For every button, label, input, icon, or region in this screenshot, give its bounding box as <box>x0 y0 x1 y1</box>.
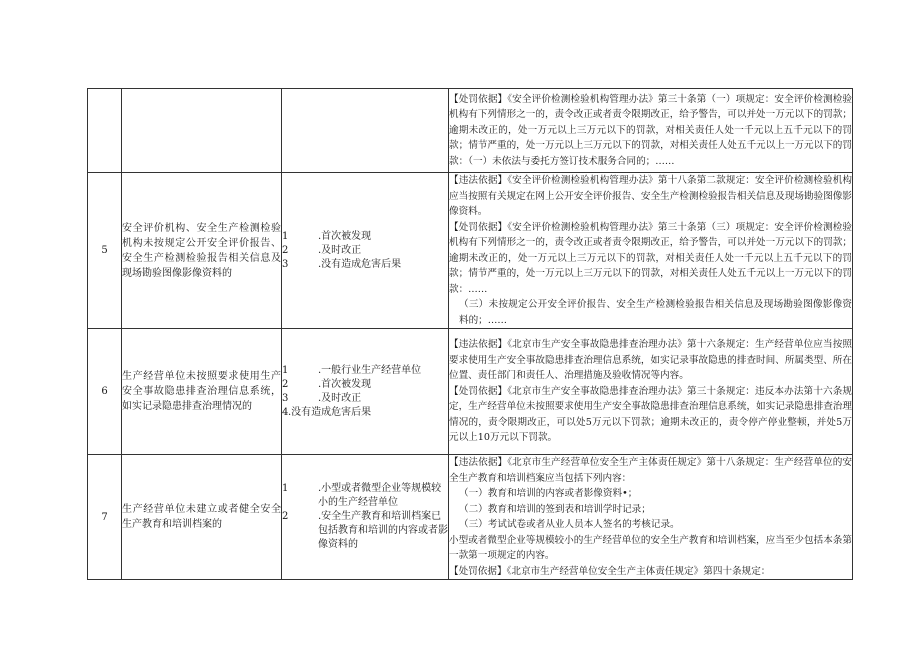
legal-basis <box>449 89 853 173</box>
table-row <box>88 173 853 329</box>
situation-item: 3 .没有造成危害后果 <box>282 258 402 270</box>
mitigating-situations <box>282 89 449 173</box>
situation-item: 2 .首次被发现 <box>282 378 372 390</box>
mitigating-situations <box>282 173 449 329</box>
table-row <box>88 455 853 580</box>
basis-paragraph: 小型或者微型企业等规模较小的生产经营单位的安全生产教育和培训档案，应当至少包括本条第一款第一项规定的内容。 <box>449 534 852 561</box>
violation-description: 生产经营单位未建立或者健全安全生产教育和培训档案的 <box>122 455 282 580</box>
legal-basis <box>449 329 853 455</box>
situation-item: 1 .首次被发现 <box>282 230 372 242</box>
basis-paragraph: 【违法依据】《北京市生产经营单位安全生产主体责任规定》第十八条规定：生产经营单位的安全生产教育和培训档案应当包括下列内容： <box>449 457 852 484</box>
basis-paragraph: （一）教育和培训的内容或者影像资料•； <box>459 488 638 499</box>
row-number: 5 <box>88 173 122 329</box>
situation-item: 4 .没有造成危害后果 <box>282 406 372 418</box>
situation-item: 1 .一般行业生产经营单位 <box>282 364 422 376</box>
table-row <box>88 89 853 173</box>
situation-item: 1 .小型或者微型企业等规模较小的生产经营单位 <box>282 483 442 508</box>
basis-paragraph: 【处罚依据】《北京市生产安全事故隐患排查治理办法》第三十条规定：违反本办法第十六条规定，生产经营单位未按照要求使用生产安全事故隐患排查治理信息系统，如实记录隐患排查治理情况的，责令限期改正，可以处5万元以下罚款；逾期未改正的，责令停产停业整顿，并处5万元以上10万元以下罚款。 <box>449 385 852 444</box>
basis-paragraph: （三）考试试卷或者从业人员本人签名的考核记录。 <box>459 519 680 530</box>
violation-description: 安全评价机构、安全生产检测检验机构未按规定公开安全评价报告、安全生产检测检验报告相关信息及现场勘验图像影像资料的 <box>122 173 282 329</box>
legal-basis <box>449 455 853 580</box>
row-number: 7 <box>88 455 122 580</box>
basis-paragraph: 【处罚依据】《安全评价检测检验机构管理办法》第三十条第（三）项规定：安全评价检测检验机构有下列情形之一的，责令改正或者责令限期改正，给予警告，可以并处一万元以下的罚款；逾期未改正的，处一万元以上三万元以下的罚款，对相关责任人处一千元以上五千元以下的罚款；情节严重的，处一万元以上三万元以下的罚款，对相关责任人处五千元以上一万元以下的罚款：…… <box>449 221 852 295</box>
mitigating-situations <box>282 455 449 580</box>
situation-item: 2 .及时改正 <box>282 244 362 256</box>
basis-paragraph: （三）未按规定公开安全评价报告、安全生产检测检验报告相关信息及现场勘验图像影像资料的；…… <box>459 299 852 326</box>
basis-paragraph: 【处罚依据】《安全评价检测检验机构管理办法》第三十条第（一）项规定：安全评价检测检验机构有下列情形之一的，责令改正或者责令限期改正，给予警告，可以并处一万元以下的罚款；逾期未改正的，处一万元以上三万元以下的罚款，对相关责任人处一千元以上五千元以下的罚款；情节严重的，处一万元以上三万元以下的罚款，对相关责任人处五千元以上一万元以下的罚款：（一）未依法与委托方签订技术服务合同的；…… <box>449 93 852 167</box>
mitigating-situations <box>282 329 449 455</box>
table-row <box>88 329 853 455</box>
basis-paragraph: （二）教育和培训的签到表和培训学时记录； <box>459 503 651 515</box>
violation-description <box>122 89 282 173</box>
violation-description: 生产经营单位未按照要求使用生产安全事故隐患排查治理信息系统，如实记录隐患排查治理情况的 <box>122 329 282 455</box>
basis-paragraph: 【违法依据】《北京市生产安全事故隐患排查治理办法》第十六条规定：生产经营单位应当按照要求使用生产安全事故隐患排查治理信息系统，如实记录事故隐患的排查时间、所属类型、所在位置、责任部门和责任人、治理措施及验收情况等内容。 <box>449 339 852 382</box>
row-number <box>88 89 122 173</box>
situation-item: 3 .及时改正 <box>282 392 362 404</box>
penalty-table <box>87 88 853 580</box>
basis-paragraph: 【处罚依据】《北京市生产经营单位安全生产主体责任规定》第四十条规定： <box>449 565 771 577</box>
basis-paragraph: 【违法依据】《安全评价检测检验机构管理办法》第十八条第二款规定：安全评价检测检验机构应当按照有关规定在网上公开安全评价报告、安全生产检测检验报告相关信息及现场勘验图像影像资料。 <box>449 175 852 217</box>
legal-basis <box>449 173 853 329</box>
situation-item: 2 .安全生产教育和培训档案已包括教育和培训的内容或者影像资料的 <box>282 511 448 550</box>
row-number: 6 <box>88 329 122 455</box>
